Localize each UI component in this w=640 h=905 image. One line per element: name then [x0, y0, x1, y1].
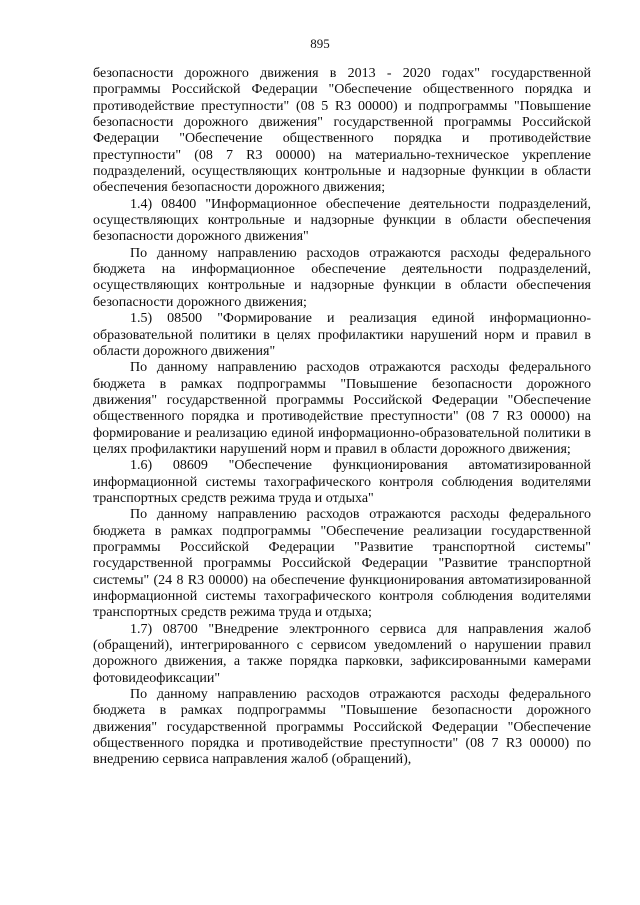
paragraph-item-1-5-heading: 1.5) 08500 "Формирование и реализация единой информационно-образовательной политики в целях профилактики нарушений норм и правил в области дорожного движения" [93, 311, 591, 359]
paragraph-item-1-7-heading: 1.7) 08700 "Внедрение электронного сервиса для направления жалоб (обращений), интегрированного с сервисом уведомлений о нарушении правил дорожного движения, а также порядка парковки, зафиксированными камерами фотовидеофиксации" [93, 621, 591, 686]
paragraph-item-1-6-heading: 1.6) 08609 "Обеспечение функционирования автоматизированной информационной системы тахографического контроля соблюдения водителями транспортных средств режима труда и отдыха" [93, 458, 591, 506]
paragraph-continuation: безопасности дорожного движения в 2013 - 2020 годах" государственной программы Российской Федерации "Обеспечение общественного порядка и противодействие преступности" (08 5 R3 00000) и подпрограммы "Повышение безопасности дорожного движения" государственной программы Российской Федерации "Обеспечение общественного порядка и противодействие преступности" (08 7 R3 00000) на материально-техническое укрепление подразделений, осуществляющих контрольные и надзорные функции в области обеспечения безопасности дорожного движения; [93, 66, 591, 196]
document-body [93, 66, 591, 769]
paragraph-item-1-6-description: По данному направлению расходов отражаются расходы федерального бюджета в рамках подпрограммы "Обеспечение реализации государственной программы Российской Федерации "Развитие транспортной системы" государственной программы Российской Федерации "Развитие транспортной системы" (24 8 R3 00000) на обеспечение функционирования автоматизированной информационной системы тахографического контроля соблюдения водителями транспортных средств режима труда и отдыха; [93, 507, 591, 621]
paragraph-item-1-7-description: По данному направлению расходов отражаются расходы федерального бюджета в рамках подпрограммы "Повышение безопасности дорожного движения" государственной программы Российской Федерации "Обеспечение общественного порядка и противодействие преступности" (08 7 R3 00000) по внедрению сервиса направления жалоб (обращений), [93, 687, 591, 768]
paragraph-item-1-4-heading: 1.4) 08400 "Информационное обеспечение деятельности подразделений, осуществляющих контрольные и надзорные функции в области обеспечения безопасности дорожного движения" [93, 196, 591, 245]
page-number: 895 [310, 36, 330, 51]
paragraph-item-1-4-description: По данному направлению расходов отражаются расходы федерального бюджета на информационное обеспечение деятельности подразделений, осуществляющих контрольные и надзорные функции в области обеспечения безопасности дорожного движения; [93, 245, 591, 310]
paragraph-item-1-5-description: По данному направлению расходов отражаются расходы федерального бюджета в рамках подпрограммы "Повышение безопасности дорожного движения" государственной программы Российской Федерации "Обеспечение общественного порядка и противодействие преступности" (08 7 R3 00000) на формирование и реализацию единой информационно-образовательной политики в целях профилактики нарушений норм и правил в области дорожного движения; [93, 360, 591, 457]
